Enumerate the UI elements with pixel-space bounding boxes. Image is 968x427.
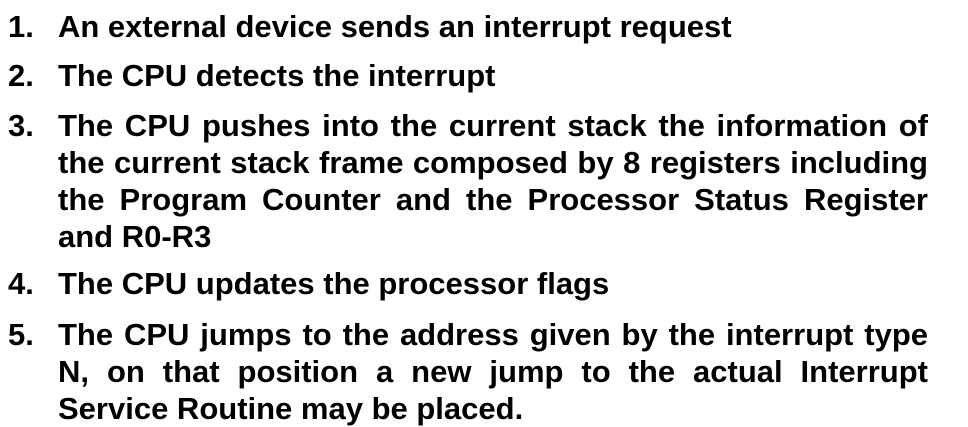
list-item-number: 3.: [8, 108, 34, 143]
list-item-text: The CPU detects the interrupt: [58, 58, 496, 93]
list-item: [8, 57, 928, 94]
list-item-number: 5.: [8, 317, 34, 352]
list-item-number: 2.: [8, 58, 34, 93]
list-item-text: The CPU jumps to the address given by the interrupt type N, on that position a new jump to the actual Interrupt Service Routine may be placed.: [58, 317, 928, 426]
list-item-number: 4.: [8, 266, 34, 301]
list-item-text: The CPU updates the processor flags: [58, 266, 610, 301]
list-item: [8, 316, 928, 427]
list-item: [8, 265, 928, 302]
list-item-text: An external device sends an interrupt request: [58, 9, 732, 44]
list-item: [8, 107, 928, 255]
list-item: [8, 8, 928, 45]
list-item-text: The CPU pushes into the current stack the information of the current stack frame composed by 8 registers including the Program Counter and the Processor Status Register and R0-R3: [58, 108, 928, 254]
list-item-number: 1.: [8, 9, 34, 44]
